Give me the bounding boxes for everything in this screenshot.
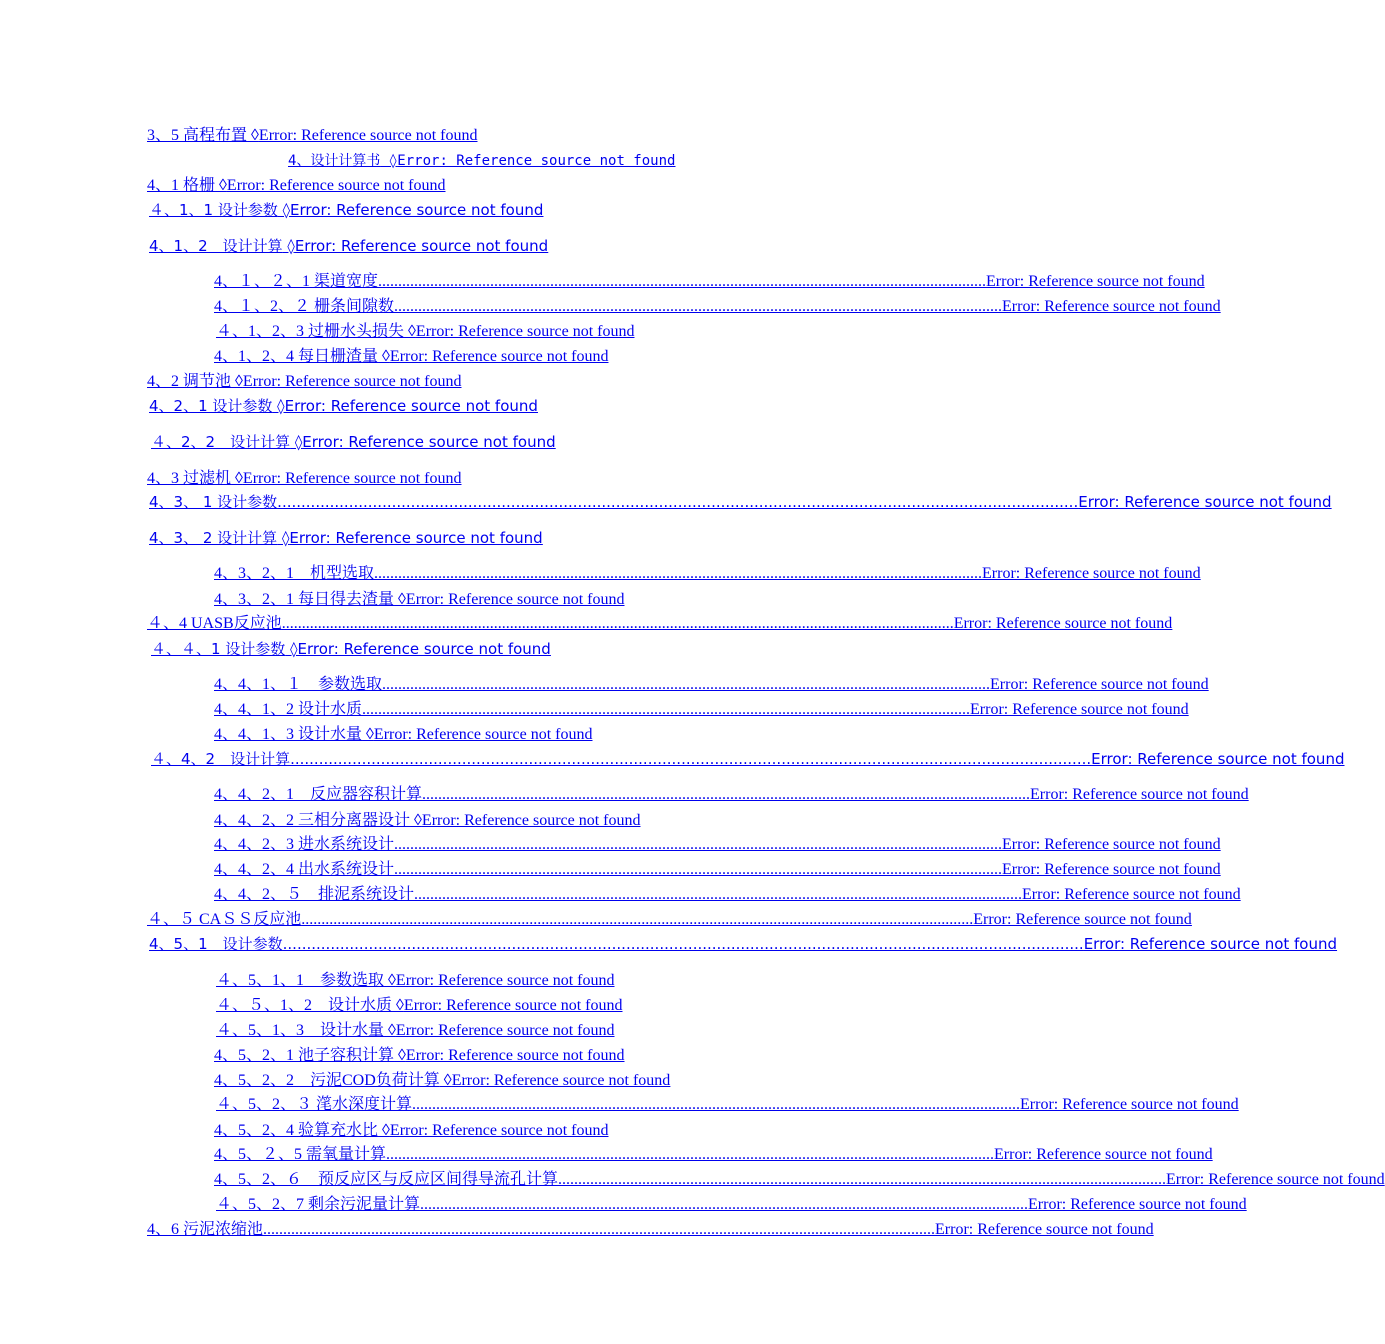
toc-entry-label: 4、3、2、1 每日得去渣量 [214,591,395,608]
toc-entry[interactable] [0,346,950,368]
toc-entry-ref: Error: Reference source not found [302,433,556,451]
dot-leader: ........................................................................................................................................................................ [281,615,954,632]
toc-entry-ref: Error: Reference source not found [935,1221,1154,1238]
toc-entry[interactable] [0,563,1201,585]
toc-link[interactable] [214,674,1209,696]
toc-link[interactable]: ４、４、1 设计参数 ◊Error: Reference source not found [151,640,551,658]
toc-entry-label: 4、1、2 设计计算 [149,237,283,255]
toc-entry-label: 4、１、２、1 渠道宽度 [214,273,379,290]
toc-entry[interactable] [0,884,1241,906]
toc-entry-ref: Error: Reference source not found [1078,493,1332,511]
toc-entry-label: 4、5、2、2 污泥COD负荷计算 [214,1072,440,1089]
dot-leader: ........................................................................................................................................................ [558,1171,1167,1188]
toc-entry-ref: Error: Reference source not found [389,348,609,365]
dot-leader: ........................................................................................................................................................ [386,1146,995,1163]
toc-link[interactable] [214,296,1221,318]
toc-link[interactable] [149,491,1332,513]
toc-entry[interactable] [0,699,1189,721]
toc-entry-ref: Error: Reference source not found [982,565,1201,582]
dot-leader: ........................................................................................................................................................................ [263,1221,936,1238]
toc-entry-ref: Error: Reference source not found [297,640,551,658]
toc-link[interactable] [147,613,1173,635]
toc-entry[interactable] [0,235,950,257]
dot-leader: ........................................................................................................................................................ [414,886,1023,903]
toc-entry[interactable] [0,1020,950,1042]
toc-entry-label: ４、５、1、2 设计水质 [216,997,393,1014]
toc-entry-ref: Error: Reference source not found [226,177,446,194]
toc-entry[interactable] [0,589,950,611]
toc-entry[interactable] [0,491,1332,513]
toc-entry-label: 4、3、 1 设计参数 [149,493,278,511]
toc-entry-label: 4、1、2、4 每日栅渣量 [214,348,379,365]
dot-leader: ........................................................................................................................................................ [362,701,971,718]
toc-entry[interactable] [0,1045,950,1067]
toc-entry-ref: Error: Reference source not found [242,373,462,390]
toc-entry-label: 4、4、2、3 进水系统设计 [214,836,395,853]
toc-entry-ref: Error: Reference source not found [1028,1196,1247,1213]
toc-entry-ref: Error: Reference source not found [1022,886,1241,903]
toc-entry[interactable] [0,125,950,147]
toc-entry[interactable] [0,296,1221,318]
toc-entry-label: 4、4、2、2 三相分离器设计 [214,812,411,829]
dot-leader: ........................................................................................................................................................................ [282,935,1084,953]
toc-entry-label: ４、4 UASB反应池 [147,615,282,632]
toc-entry-label: 4、3、 2 设计计算 [149,529,278,547]
toc-entry-label: ４、1、2、3 过栅水头损失 [216,323,405,340]
dot-leader: ........................................................................................................................................................ [422,786,1031,803]
toc-link[interactable] [216,1194,1247,1216]
toc-entry[interactable] [0,395,950,417]
toc-entry-ref: Error: Reference source not found [284,397,538,415]
toc-entry[interactable] [0,321,950,343]
toc-entry[interactable] [0,933,1338,955]
toc-link[interactable]: 4、1、2 设计计算 ◊Error: Reference source not found [149,237,549,255]
toc-entry-ref: Error: Reference source not found [990,676,1209,693]
toc-entry-ref: Error: Reference source not found [397,153,676,169]
toc-entry-ref: Error: Reference source not found [405,1047,625,1064]
toc-entry-ref: Error: Reference source not found [242,470,462,487]
dot-leader: ........................................................................................................................................................ [374,565,983,582]
dot-leader: ........................................................................................................................................................ [420,1196,1029,1213]
toc-entry-label: 4、5、２、5 需氧量计算 [214,1146,387,1163]
toc-entry-ref: Error: Reference source not found [403,997,623,1014]
toc-entry-ref: Error: Reference source not found [1030,786,1249,803]
toc-entry-label: 4、1 格栅 [147,177,216,194]
toc-entry[interactable] [0,613,1173,635]
dot-leader: ........................................................................................................................................................ [394,298,1003,315]
toc-entry-label: 4、4、2、1 反应器容积计算 [214,786,423,803]
toc-entry-ref: Error: Reference source not found [1020,1096,1239,1113]
toc-entry-ref: Error: Reference source not found [1091,750,1345,768]
toc-entry-ref: Error: Reference source not found [405,591,625,608]
toc-link[interactable]: 4、5、2、1 池子容积计算 ◊Error: Reference source not found [214,1047,625,1064]
toc-entry-ref: Error: Reference source not found [994,1146,1213,1163]
toc-link[interactable]: ４、5、1、1 参数选取 ◊Error: Reference source not found [216,972,615,989]
toc-entry-label: 4、5、1 设计参数 [149,935,283,953]
toc-entry-label: 4、5、2、4 验算充水比 [214,1122,379,1139]
toc-entry-ref: Error: Reference source not found [1166,1171,1385,1188]
toc-link[interactable]: 4、3、2、1 每日得去渣量 ◊Error: Reference source not found [214,591,625,608]
toc-link[interactable]: ４、5、1、3 设计水量 ◊Error: Reference source not found [216,1022,615,1039]
toc-entry-label: 4、4、1、2 设计水质 [214,701,363,718]
toc-link[interactable]: ４、1、1 设计参数 ◊Error: Reference source not found [149,201,544,219]
toc-entry[interactable] [0,1169,1385,1191]
toc-entry-ref: Error: Reference source not found [289,529,543,547]
toc-entry-label: ４、4、2 设计计算 [151,750,291,768]
dot-leader: ........................................................................................................................................................................ [290,750,1092,768]
toc-link[interactable]: ４、５、1、2 设计水质 ◊Error: Reference source not found [216,997,623,1014]
toc-entry-ref: Error: Reference source not found [451,1072,671,1089]
toc-entry-ref: Error: Reference source not found [395,1022,615,1039]
toc-entry-label: ４、5、2、３ 滗水深度计算 [216,1096,413,1113]
toc-entry-label: 4、4、2、4 出水系统设计 [214,861,395,878]
toc-entry[interactable] [0,995,950,1017]
toc-link[interactable] [214,784,1249,806]
toc-link[interactable]: 4、3 过滤机 ◊Error: Reference source not found [147,470,462,487]
toc-entry-ref: Error: Reference source not found [290,201,544,219]
toc-entry[interactable] [0,527,950,549]
toc-entry[interactable] [0,810,950,832]
toc-entry-label: 4、5、2、６ 预反应区与反应区间得导流孔计算 [214,1171,559,1188]
toc-entry[interactable] [0,834,1221,856]
toc-link[interactable]: ４、2、2 设计计算 ◊Error: Reference source not found [151,433,556,451]
toc-entry[interactable] [0,784,1249,806]
toc-entry-label: 4、4、1、3 设计水量 [214,726,363,743]
toc-link[interactable] [214,699,1189,721]
toc-entry-ref: Error: Reference source not found [395,972,615,989]
toc-entry[interactable] [0,431,950,453]
toc-entry[interactable] [0,175,950,197]
toc-entry-label: 4、3 过滤机 [147,470,232,487]
toc-entry[interactable] [0,150,950,172]
dot-leader: ........................................................................................................................................................ [394,836,1003,853]
toc-entry[interactable] [0,724,950,746]
toc-link[interactable] [214,563,1201,585]
toc-entry-label: 4、6 污泥浓缩池 [147,1221,264,1238]
toc-link[interactable] [214,859,1221,881]
toc-entry-ref: Error: Reference source not found [258,127,478,144]
toc-entry-label: ４、5、2、7 剩余污泥量计算 [216,1196,421,1213]
toc-link[interactable]: 4、设计计算书 ◊Error: Reference source not found [288,153,676,169]
toc-link[interactable]: 4、4、1、3 设计水量 ◊Error: Reference source not found [214,726,593,743]
dot-leader: ........................................................................................................................................................ [382,676,991,693]
toc-entry[interactable] [0,674,1209,696]
toc-link[interactable]: ４、1、2、3 过栅水头损失 ◊Error: Reference source not found [216,323,635,340]
toc-entry-ref: Error: Reference source not found [373,726,593,743]
toc-entry-ref: Error: Reference source not found [973,911,1192,928]
toc-entry-label: ４、5、1、1 参数选取 [216,972,385,989]
toc-entry[interactable] [0,638,950,660]
toc-link[interactable] [147,1219,1154,1241]
toc-entry-ref: Error: Reference source not found [1002,836,1221,853]
toc-link[interactable] [214,834,1221,856]
toc-entry-label: ４、2、2 设计计算 [151,433,291,451]
dot-leader: ........................................................................................................................................................................ [301,911,974,928]
dot-leader: ........................................................................................................................................................ [394,861,1003,878]
toc-entry[interactable] [0,970,950,992]
dot-leader: ........................................................................................................................................................................ [277,493,1079,511]
toc-entry-label: ４、５ CAＳＳ反应池 [147,911,302,928]
toc-link[interactable] [149,933,1338,955]
toc-link[interactable] [214,884,1241,906]
toc-entry[interactable] [0,859,1221,881]
toc-entry-ref: Error: Reference source not found [421,812,641,829]
toc-entry[interactable] [0,1194,1247,1216]
toc-entry-ref: Error: Reference source not found [1083,935,1338,953]
toc-entry-label: 4、3、2、1 机型选取 [214,565,375,582]
toc-link[interactable]: 4、2 调节池 ◊Error: Reference source not found [147,373,462,390]
toc-link[interactable] [151,748,1345,770]
toc-entry-label: 4、4、1、１ 参数选取 [214,676,383,693]
toc-entry-label: 4、１、2、２ 栅条间隙数 [214,298,395,315]
dot-leader: ........................................................................................................................................................ [378,273,987,290]
toc-entry-ref: Error: Reference source not found [1002,861,1221,878]
toc-entry[interactable] [0,468,950,490]
toc-entry[interactable] [0,1070,950,1092]
toc-link[interactable]: 4、1、2、4 每日栅渣量 ◊Error: Reference source not found [214,348,609,365]
toc-entry[interactable] [0,909,1192,931]
toc-entry-label: 4、设计计算书 [288,153,381,169]
toc-link[interactable]: 4、2、1 设计参数 ◊Error: Reference source not found [149,397,538,415]
toc-link[interactable]: 3、5 高程布置 ◊Error: Reference source not found [147,127,478,144]
toc-entry[interactable] [0,199,950,221]
toc-entry-ref: Error: Reference source not found [953,615,1173,632]
toc-entry-ref: Error: Reference source not found [1002,298,1221,315]
toc-link[interactable]: 4、1 格栅 ◊Error: Reference source not found [147,177,446,194]
toc-entry-label: 4、4、2、５ 排泥系统设计 [214,886,415,903]
toc-entry[interactable] [0,1219,1154,1241]
toc-link[interactable] [214,271,1205,293]
toc-link[interactable] [214,1169,1385,1191]
toc-entry[interactable] [0,1120,950,1142]
toc-link[interactable]: 4、5、2、4 验算充水比 ◊Error: Reference source not found [214,1122,609,1139]
toc-entry[interactable] [0,371,950,393]
toc-entry-ref: Error: Reference source not found [389,1122,609,1139]
toc-entry[interactable] [0,1144,1213,1166]
toc-entry-label: 4、2 调节池 [147,373,232,390]
toc-entry-ref: Error: Reference source not found [986,273,1205,290]
toc-link[interactable]: 4、5、2、2 污泥COD负荷计算 ◊Error: Reference source not found [214,1072,671,1089]
toc-entry[interactable] [0,1094,1239,1116]
toc-entry[interactable] [0,271,1205,293]
toc-entry-label: 4、5、2、1 池子容积计算 [214,1047,395,1064]
toc-link[interactable] [147,909,1192,931]
toc-entry-label: ４、1、1 设计参数 [149,201,278,219]
toc-link[interactable] [214,1144,1213,1166]
toc-entry-ref: Error: Reference source not found [415,323,635,340]
toc-entry-label: ４、４、1 设计参数 [151,640,286,658]
toc-entry-label: 4、2、1 设计参数 [149,397,273,415]
toc-entry-ref: Error: Reference source not found [970,701,1189,718]
toc-entry-label: ４、5、1、3 设计水量 [216,1022,385,1039]
toc-link[interactable]: 4、3、 2 设计计算 ◊Error: Reference source not found [149,529,543,547]
toc-link[interactable] [216,1094,1239,1116]
toc-entry-ref: Error: Reference source not found [294,237,549,255]
toc-entry[interactable] [0,748,1345,770]
dot-leader: ........................................................................................................................................................ [412,1096,1021,1113]
toc-entry-label: 3、5 高程布置 [147,127,248,144]
toc-link[interactable]: 4、4、2、2 三相分离器设计 ◊Error: Reference source not found [214,812,641,829]
